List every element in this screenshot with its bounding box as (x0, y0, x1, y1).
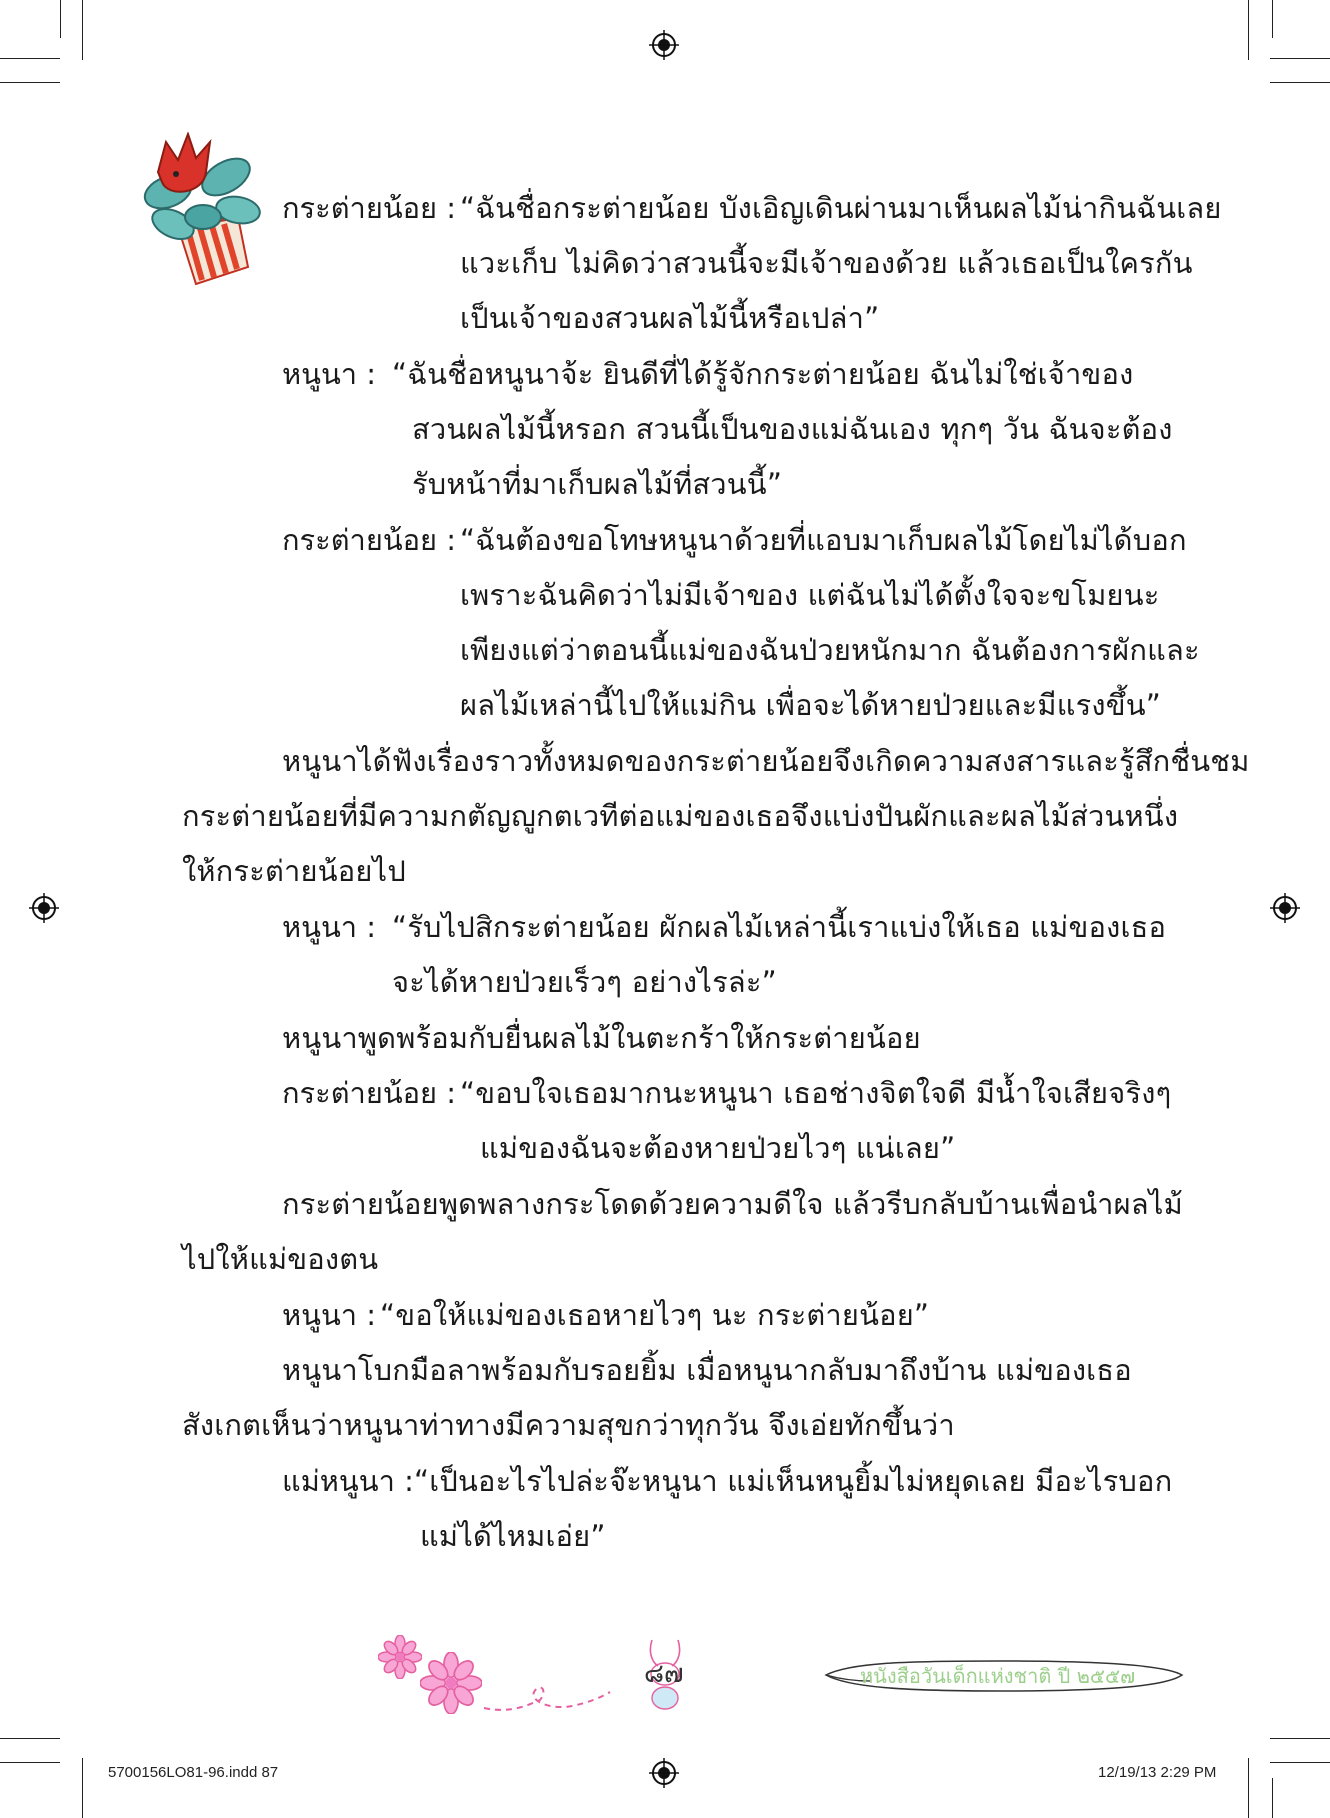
speaker-label: กระต่ายน้อย : (282, 523, 457, 557)
dialogue-line: แม่ได้ไหมเอ่ย” (420, 1519, 606, 1553)
crop-mark (1270, 1738, 1330, 1739)
registration-mark-icon (649, 1758, 679, 1788)
narration-line: หนูนาโบกมือลาพร้อมกับรอยยิ้ม เมื่อหนูนากลับมาถึงบ้าน แม่ของเธอ (282, 1353, 1132, 1387)
registration-mark-icon (29, 893, 59, 923)
crop-mark (1248, 0, 1249, 60)
pink-flower-icon (420, 1652, 482, 1714)
narration-line: หนูนาได้ฟังเรื่องราวทั้งหมดของกระต่ายน้อยจึงเกิดความสงสารและรู้สึกชื่นชม (282, 744, 1250, 778)
crop-mark (1272, 0, 1273, 38)
page-number: ๘๗ (644, 1659, 684, 1689)
narration-line: กระต่ายน้อยพูดพลางกระโดดด้วยความดีใจ แล้วรีบกลับบ้านเพื่อนำผลไม้ (282, 1187, 1183, 1221)
dashed-trail-icon (482, 1670, 612, 1716)
dialogue-line: “ขอบใจเธอมากนะหนูนา เธอช่างจิตใจดี มีน้ำใจเสียจริงๆ (460, 1076, 1172, 1110)
speaker-label: แม่หนูนา : (282, 1464, 414, 1498)
crop-mark (0, 58, 60, 59)
dialogue-line: “รับไปสิกระต่ายน้อย ผักผลไม้เหล่านี้เราแบ่งให้เธอ แม่ของเธอ (392, 910, 1167, 944)
narration-line: สังเกตเห็นว่าหนูนาท่าทางมีความสุขกว่าทุกวัน จึงเอ่ยทักขึ้นว่า (182, 1408, 955, 1442)
flower-pot-illustration (138, 132, 264, 290)
dialogue-line: สวนผลไม้นี้หรอก สวนนี้เป็นของแม่ฉันเอง ทุกๆ วัน ฉันจะต้อง (412, 412, 1173, 446)
dialogue-line: จะได้หายป่วยเร็วๆ อย่างไรล่ะ” (392, 965, 777, 999)
speaker-label: หนูนา : (282, 357, 377, 391)
crop-mark (82, 0, 83, 60)
dialogue-line: ผลไม้เหล่านี้ไปให้แม่กิน เพื่อจะได้หายป่วยและมีแรงขึ้น” (460, 688, 1162, 722)
narration-line: ไปให้แม่ของตน (182, 1242, 379, 1276)
crop-mark (1270, 82, 1330, 83)
crop-mark (82, 1758, 83, 1818)
dialogue-line: เป็นเจ้าของสวนผลไม้นี้หรือเปล่า” (460, 301, 880, 335)
dialogue-line: “ฉันต้องขอโทษหนูนาด้วยที่แอบมาเก็บผลไม้โดยไม่ได้บอก (460, 523, 1187, 557)
speaker-label: หนูนา : (282, 1298, 377, 1332)
crop-mark (60, 0, 61, 38)
narration-line: กระต่ายน้อยที่มีความกตัญญูกตเวทีต่อแม่ของเธอจึงแบ่งปันผักและผลไม้ส่วนหนึ่ง (182, 799, 1179, 833)
crop-mark (0, 1762, 60, 1763)
dialogue-line: เพราะฉันคิดว่าไม่มีเจ้าของ แต่ฉันไม่ได้ตั้งใจจะขโมยนะ (460, 578, 1160, 612)
crop-mark (1270, 58, 1330, 59)
file-name: 5700156LO81-96.indd 87 (108, 1764, 279, 1781)
dialogue-text: “ฉันชื่อกระต่ายน้อย บังเอิญเดินผ่านมาเห็นผลไม้น่ากินฉันเลย (460, 191, 1222, 225)
dialogue-line (460, 190, 1222, 226)
crop-mark (0, 82, 60, 83)
crop-mark (1270, 1762, 1330, 1763)
crop-mark (1248, 1758, 1249, 1818)
crop-mark (0, 1738, 60, 1739)
dialogue-line: “ฉันชื่อหนูนาจ้ะ ยินดีที่ได้รู้จักกระต่ายน้อย ฉันไม่ใช่เจ้าของ (392, 357, 1134, 391)
narration-line: หนูนาพูดพร้อมกับยื่นผลไม้ในตะกร้าให้กระต่ายน้อย (282, 1021, 921, 1055)
dialogue-line: รับหน้าที่มาเก็บผลไม้ที่สวนนี้” (412, 467, 783, 501)
registration-mark-icon (1270, 893, 1300, 923)
book-title: หนังสือวันเด็กแห่งชาติ ปี ๒๕๕๗ (860, 1664, 1136, 1688)
dialogue-line: แวะเก็บ ไม่คิดว่าสวนนี้จะมีเจ้าของด้วย แล้วเธอเป็นใครกัน (460, 246, 1193, 280)
registration-mark-icon (649, 30, 679, 60)
narration-line: ให้กระต่ายน้อยไป (182, 854, 406, 888)
speaker-label: กระต่ายน้อย : (282, 191, 457, 225)
speaker-label: กระต่ายน้อย : (282, 1076, 457, 1110)
dialogue-line: แม่ของฉันจะต้องหายป่วยไวๆ แน่เลย” (480, 1131, 956, 1165)
print-timestamp: 12/19/13 2:29 PM (1098, 1764, 1217, 1781)
dialogue-line: “ขอให้แม่ของเธอหายไวๆ นะ กระต่ายน้อย” (380, 1298, 930, 1332)
pink-flower-icon (378, 1635, 422, 1679)
crop-mark (1272, 1778, 1273, 1818)
speaker-label: หนูนา : (282, 910, 377, 944)
dialogue-line: เพียงแต่ว่าตอนนี้แม่ของฉันป่วยหนักมาก ฉันต้องการผักและ (460, 633, 1200, 667)
dialogue-line: “เป็นอะไรไปล่ะจ๊ะหนูนา แม่เห็นหนูยิ้มไม่หยุดเลย มีอะไรบอก (414, 1464, 1173, 1498)
